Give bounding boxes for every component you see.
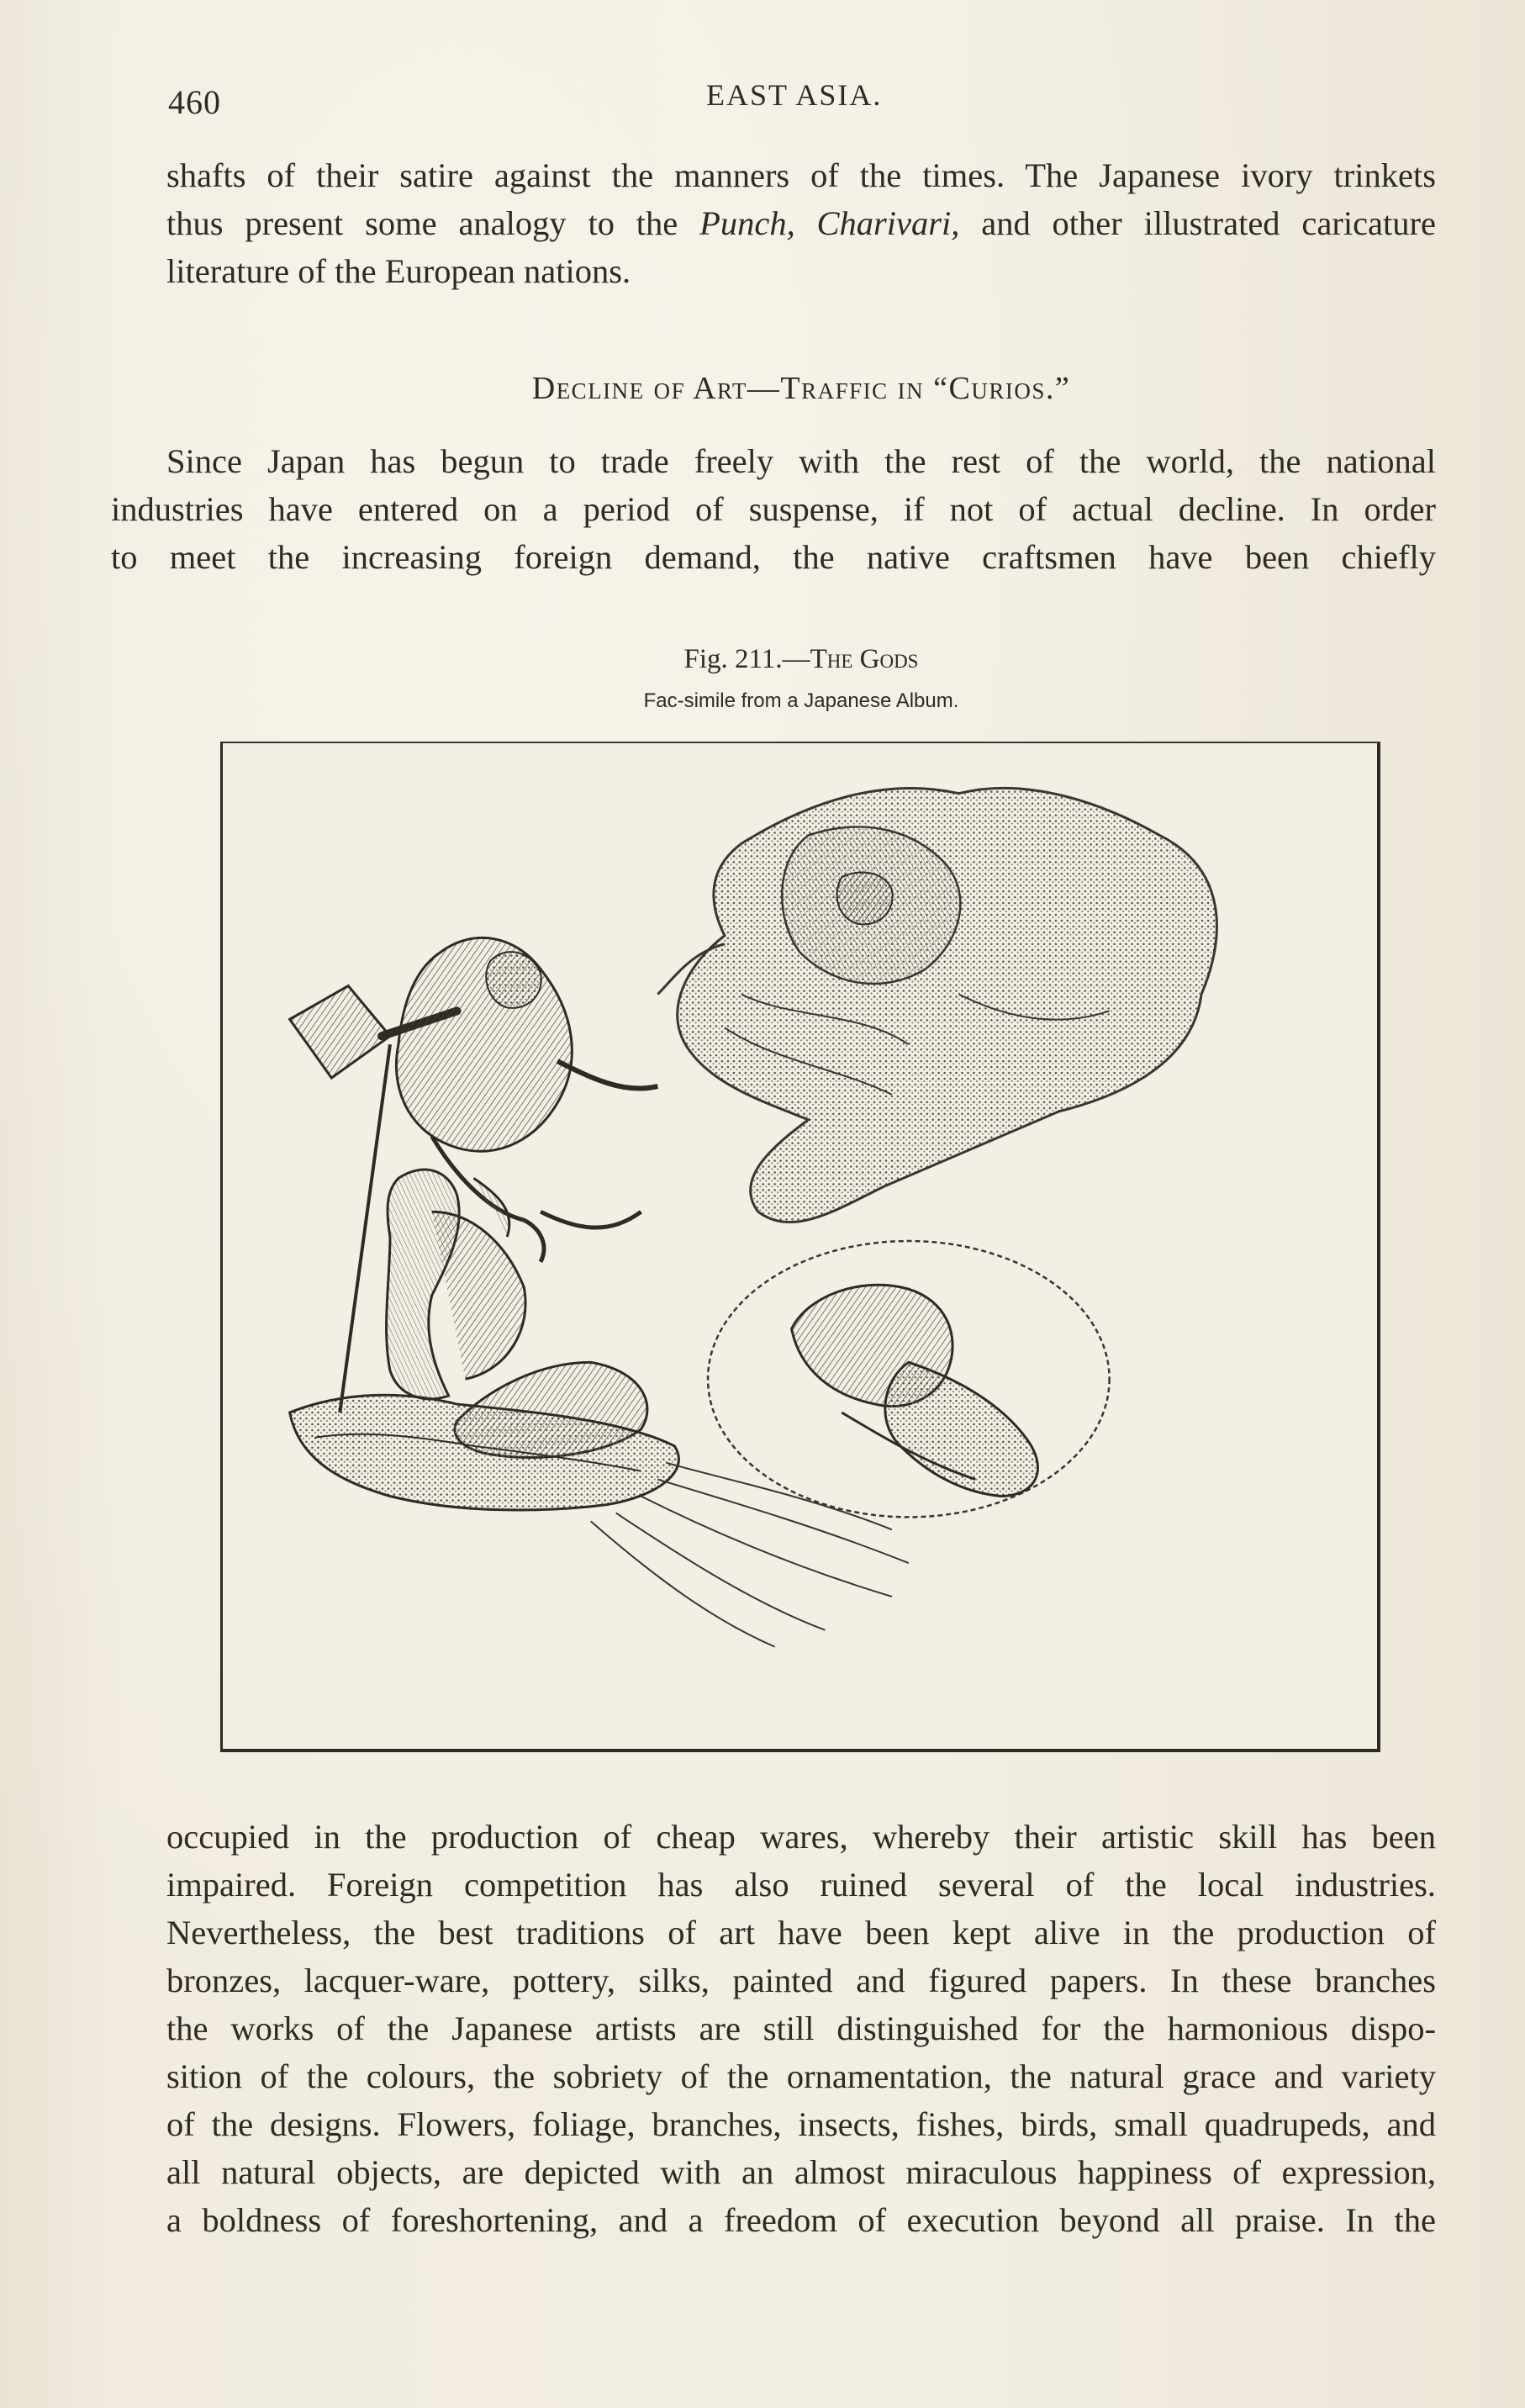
paragraph-satire (166, 151, 1436, 295)
paragraph-arts (166, 1813, 1436, 2244)
text-line: a boldness of foreshortening, and a freedom of execution beyond all praise. In the (166, 2201, 1436, 2239)
text-line: shafts of their satire against the manners of the times. The Japanese ivory trinkets (166, 156, 1436, 194)
warrior-god-figure (290, 937, 658, 1262)
italic-titles: Punch, Charivari, (699, 204, 960, 242)
haloed-figure (708, 1241, 1110, 1517)
text-line: literature of the European nations. (166, 252, 631, 290)
text-line: sition of the colours, the sobriety of the ornamentation, the natural grace and variety (166, 2057, 1436, 2095)
section-heading: Decline of Art—Traffic in “Curios.” (531, 371, 1071, 406)
text-line: bronzes, lacquer-ware, pottery, silks, painted and figured papers. In these branches (166, 1962, 1436, 1999)
text-run: and other illustrated caricature (959, 204, 1436, 242)
running-title: EAST ASIA. (706, 78, 883, 112)
engraving-illustration (223, 743, 1377, 1749)
text-line: impaired. Foreign competition has also ruined several of the local industries. (166, 1866, 1436, 1904)
text-line: Nevertheless, the best traditions of art have been kept alive in the production of (166, 1914, 1436, 1951)
figure-illustration (220, 742, 1380, 1752)
text-line: of the designs. Flowers, foliage, branches, insects, fishes, birds, small quadrupeds, and (166, 2105, 1436, 2143)
running-head (168, 77, 1429, 128)
figure-title: The Gods (810, 644, 919, 674)
storm-cloud (657, 788, 1216, 1222)
text-line: the works of the Japanese artists are still distinguished for the harmonious dispo- (166, 2009, 1436, 2047)
page-number: 460 (168, 83, 221, 121)
text-run: thus present some analogy to the (166, 204, 700, 242)
text-line: all natural objects, are depicted with an almost miraculous happiness of expression, (166, 2153, 1436, 2191)
text-line: to meet the increasing foreign demand, the native craftsmen have been chiefly (111, 538, 1436, 576)
figure-caption (166, 644, 1436, 675)
text-line: Since Japan has begun to trade freely with the rest of the world, the national (166, 442, 1436, 480)
figure-label: Fig. 211.— (683, 644, 810, 674)
paragraph-decline (111, 437, 1436, 581)
text-line (166, 199, 1436, 247)
figure-subcaption: Fac-simile from a Japanese Album. (643, 689, 959, 712)
text-line: industries have entered on a period of suspense, if not of actual decline. In order (111, 490, 1436, 528)
text-line: occupied in the production of cheap wares, whereby their artistic skill has been (166, 1818, 1436, 1856)
